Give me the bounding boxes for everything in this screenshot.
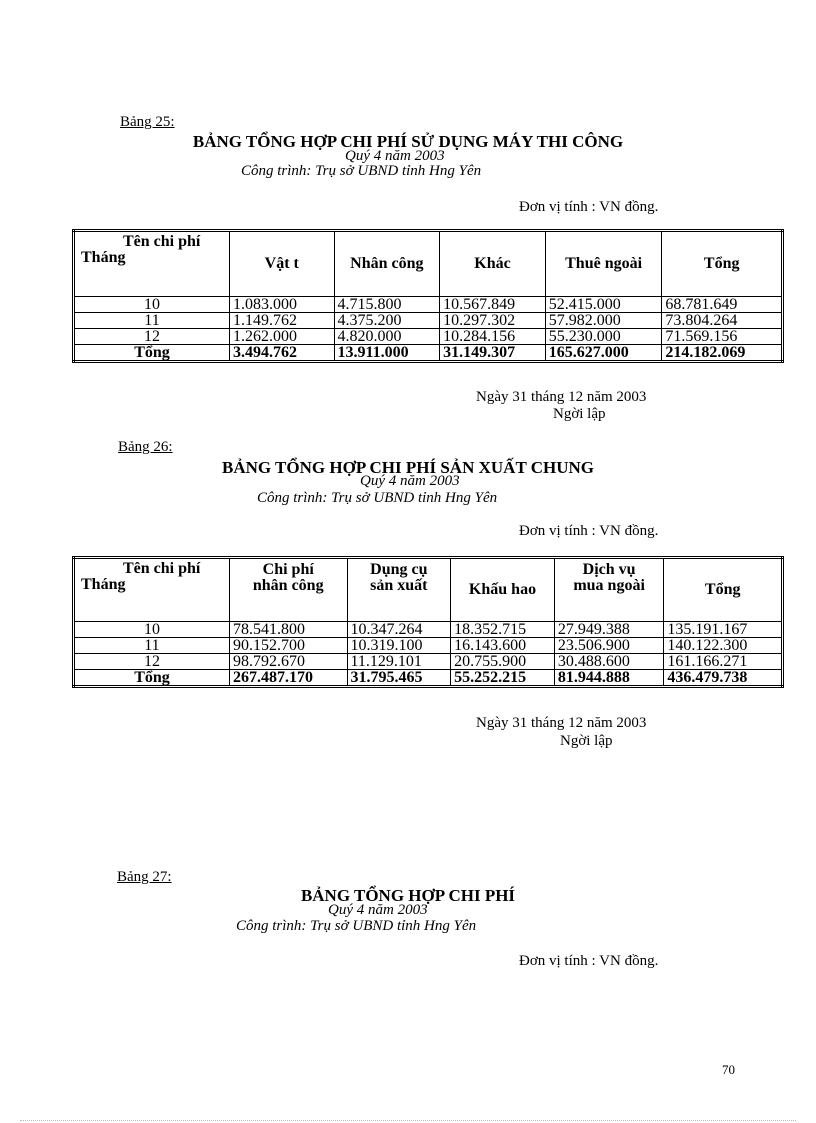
table-27-project: Công trình: Trụ sở UBND tỉnh Hng Yên [236, 918, 477, 934]
table-row: 11 90.152.700 10.319.100 16.143.600 23.506.900 140.122.300 [74, 638, 783, 654]
table-27-period: Quý 4 năm 2003 [328, 902, 428, 918]
table-25-corner-header: Tên chi phí Tháng [74, 231, 230, 297]
table-total-row: Tổng 3.494.762 13.911.000 31.149.307 165.627.000 214.182.069 [74, 345, 783, 362]
table-row: 12 1.262.000 4.820.000 10.284.156 55.230.000 71.569.156 [74, 329, 783, 345]
table-total-row: Tổng 267.487.170 31.795.465 55.252.215 81.944.888 436.479.738 [74, 670, 783, 687]
table-25-col-header: Vật t [229, 231, 334, 297]
table-26 [72, 556, 784, 688]
table-row: 10 1.083.000 4.715.800 10.567.849 52.415.000 68.781.649 [74, 297, 783, 313]
table-25-unit: Đơn vị tính : VN đồng. [519, 199, 659, 215]
table-25-project: Công trình: Trụ sở UBND tỉnh Hng Yên [241, 163, 482, 179]
table-25-signer: Ngời lập [553, 406, 606, 422]
table-row: 11 1.149.762 4.375.200 10.297.302 57.982.000 73.804.264 [74, 313, 783, 329]
table-27-label: Bảng 27: [117, 869, 172, 885]
table-27-title: BẢNG TỔNG HỢP CHI PHÍ [300, 886, 516, 905]
table-row: 10 78.541.800 10.347.264 18.352.715 27.949.388 135.191.167 [74, 622, 783, 638]
table-25 [72, 229, 784, 363]
table-26-label: Bảng 26: [118, 439, 173, 455]
table-25-col-header: Khác [440, 231, 546, 297]
table-27-unit: Đơn vị tính : VN đồng. [519, 953, 659, 969]
table-26-signer: Ngời lập [560, 733, 613, 749]
table-26-period: Quý 4 năm 2003 [360, 473, 460, 489]
table-25-col-header: Nhân công [334, 231, 440, 297]
table-26-col-header: Dụng cụ sản xuất [347, 558, 451, 622]
table-25-label: Bảng 25: [120, 114, 175, 130]
table-25-title: BẢNG TỔNG HỢP CHI PHÍ SỬ DỤNG MÁY THI CÔNG [192, 132, 624, 151]
table-25-date: Ngày 31 tháng 12 năm 2003 [476, 389, 647, 405]
table-26-col-header: Chi phí nhân công [229, 558, 347, 622]
table-26-unit: Đơn vị tính : VN đồng. [519, 523, 659, 539]
table-26-project: Công trình: Trụ sở UBND tỉnh Hng Yên [257, 490, 498, 506]
table-26-col-header: Tổng [664, 558, 783, 622]
table-26-date: Ngày 31 tháng 12 năm 2003 [476, 715, 647, 731]
table-26-col-header: Dịch vụ mua ngoài [554, 558, 664, 622]
table-26-title: BẢNG TỔNG HỢP CHI PHÍ SẢN XUẤT CHUNG [222, 458, 594, 477]
table-25-col-header: Thuê ngoài [545, 231, 662, 297]
table-row: 12 98.792.670 11.129.101 20.755.900 30.488.600 161.166.271 [74, 654, 783, 670]
table-26-corner-header: Tên chi phí Tháng [74, 558, 230, 622]
page-number: 70 [722, 1062, 735, 1077]
table-25-period: Quý 4 năm 2003 [345, 148, 445, 164]
page-bottom-border [20, 1120, 796, 1121]
table-25-col-header: Tổng [662, 231, 783, 297]
table-26-col-header: Khấu hao [451, 558, 555, 622]
